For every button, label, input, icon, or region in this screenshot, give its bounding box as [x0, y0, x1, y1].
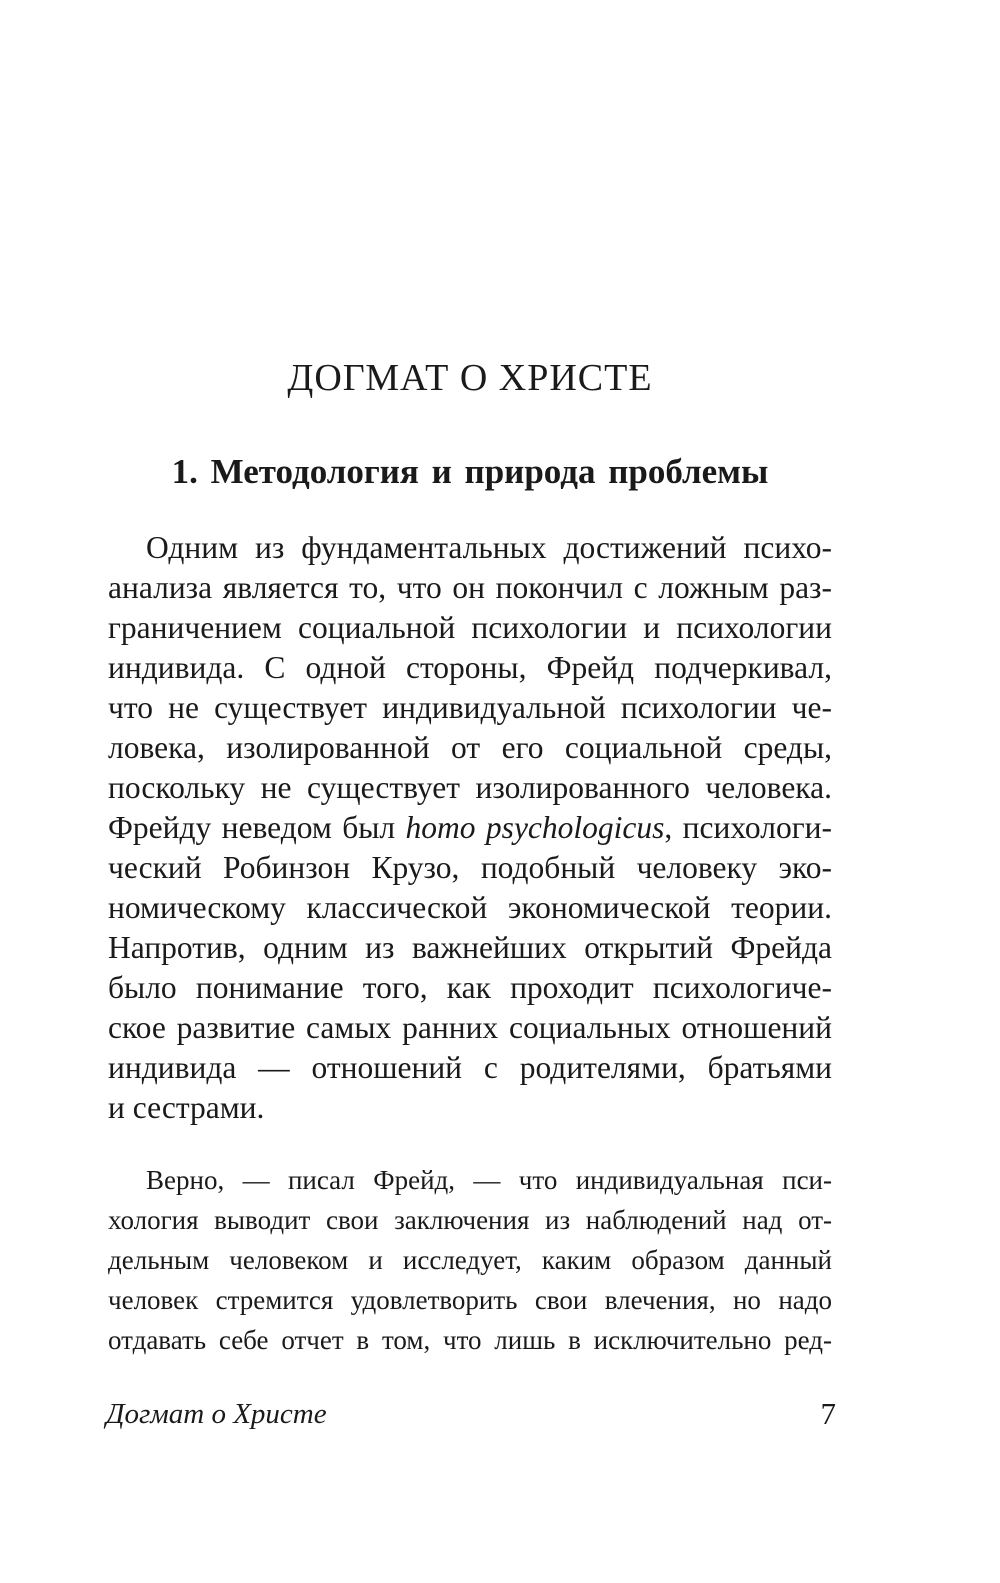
- text-line: Напротив, одним из важнейших открытий Фрейда: [108, 930, 832, 965]
- quote-line: дельным человеком и исследует, каким образом данный: [108, 1245, 832, 1275]
- text-line: ческий Робинзон Крузо, подобный человеку эко-: [108, 850, 832, 885]
- text-line: ловека, изолированной от его социальной среды,: [108, 730, 832, 765]
- text-line-with-italic: [108, 808, 832, 848]
- text-line: индивида. С одной стороны, Фрейд подчеркивал,: [108, 650, 832, 685]
- chapter-title: ДОГМАТ О ХРИСТЕ: [287, 357, 653, 399]
- text-line: индивида — отношений с родителями, братьями: [108, 1050, 832, 1085]
- text-line: поскольку не существует изолированного человека.: [108, 770, 832, 805]
- quote-line: отдавать себе отчет в том, что лишь в исключительно ред-: [108, 1325, 832, 1355]
- text-line: и сестрами.: [108, 1090, 265, 1125]
- text-line: ское развитие самых ранних социальных отношений: [108, 1010, 832, 1045]
- running-footer-title: Догмат о Христе: [106, 1398, 327, 1430]
- text-line: было понимание того, как проходит психологиче-: [108, 970, 832, 1005]
- quote-line: Верно, — писал Фрейд, — что индивидуальная пси-: [146, 1165, 832, 1195]
- page-number: 7: [820, 1396, 836, 1431]
- italic-term: homo psychologicus: [405, 810, 665, 845]
- text-line: граничением социальной психологии и психологии: [108, 610, 832, 645]
- quote-line: человек стремится удовлетворить свои влечения, но надо: [108, 1285, 832, 1315]
- text-line: номическому классической экономической теории.: [108, 890, 832, 925]
- text-line: Одним из фундаментальных достижений психо-: [146, 530, 832, 565]
- text-span: , психологи-: [664, 810, 832, 845]
- text-span: Фрейду неведом был: [108, 810, 406, 845]
- quote-line: хология выводит свои заключения из наблюдений над от-: [108, 1205, 832, 1235]
- text-line: анализа является то, что он покончил с ложным раз-: [108, 570, 832, 605]
- section-heading: 1. Методология и природа проблемы: [171, 452, 769, 491]
- text-line: что не существует индивидуальной психологии че-: [108, 690, 832, 725]
